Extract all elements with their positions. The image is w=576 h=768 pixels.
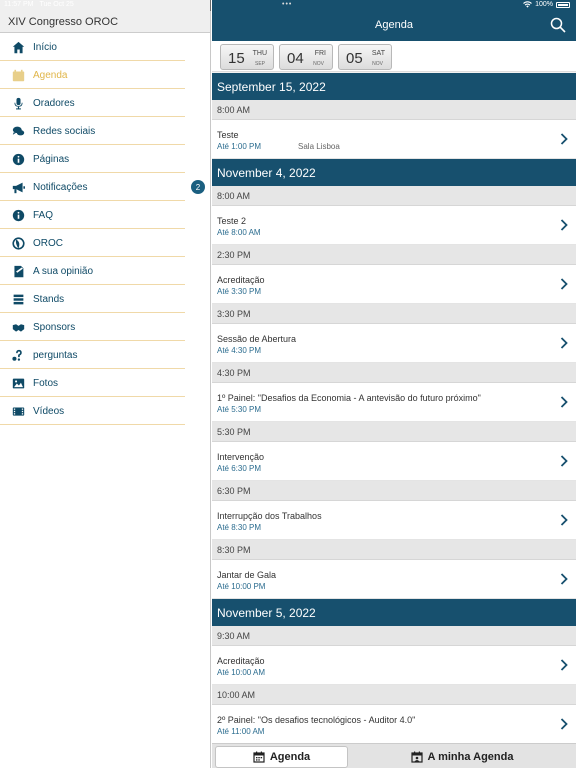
chevron-right-icon: [560, 573, 568, 585]
date-selector: [212, 41, 576, 72]
wifi-icon: [523, 1, 532, 8]
sidebar-item-label: Sponsors: [33, 321, 76, 333]
info-icon: [11, 152, 25, 166]
time-slot-header: 8:30 PM: [212, 540, 576, 560]
sidebar-item-faq[interactable]: [0, 201, 210, 229]
date-chip[interactable]: [279, 44, 333, 70]
tab-my-agenda[interactable]: [352, 746, 572, 768]
chevron-right-icon: [560, 514, 568, 526]
event-title: Acreditação: [217, 656, 265, 666]
chevron-right-icon: [560, 396, 568, 408]
chevron-right-icon: [560, 659, 568, 671]
date-day-number: 15: [228, 50, 245, 67]
battery-icon: [556, 2, 570, 8]
sidebar-item-label: Oradores: [33, 97, 75, 109]
time-slot-header: 2:30 PM: [212, 245, 576, 265]
logo-icon: [11, 236, 25, 250]
agenda-list: [212, 73, 576, 743]
time-slot-header: 4:30 PM: [212, 363, 576, 383]
sidebar-item-label: Agenda: [33, 69, 68, 81]
multitask-dots[interactable]: •••: [282, 1, 293, 8]
status-date: Tue Oct 25: [39, 1, 74, 8]
sidebar-item-sponsors[interactable]: [0, 313, 210, 341]
sidebar-item-inicio[interactable]: [0, 33, 210, 61]
sidebar-item-agenda[interactable]: [0, 61, 210, 89]
event-title: Teste: [217, 130, 239, 140]
sidebar-item-label: FAQ: [33, 209, 54, 221]
sidebar-item-fotos[interactable]: [0, 369, 210, 397]
photo-icon: [11, 376, 25, 390]
calendar-icon: [11, 68, 25, 82]
agenda-event-row[interactable]: [212, 560, 576, 599]
agenda-event-row[interactable]: [212, 120, 576, 159]
event-end-time: Até 5:30 PM: [217, 405, 262, 414]
date-weekday: THU: [252, 50, 267, 57]
time-slot-header: 8:00 AM: [212, 100, 576, 120]
sidebar-item-oroc[interactable]: [0, 229, 210, 257]
sidebar-item-perguntas[interactable]: [0, 341, 210, 369]
page-title: Agenda: [375, 19, 413, 31]
time-slot-header: 6:30 PM: [212, 481, 576, 501]
time-slot-header: 3:30 PM: [212, 304, 576, 324]
event-title: Interrupção dos Trabalhos: [217, 511, 322, 521]
sidebar-item-label: Stands: [33, 293, 65, 305]
megaphone-icon: [11, 180, 25, 194]
agenda-event-row[interactable]: [212, 646, 576, 685]
agenda-event-row[interactable]: [212, 265, 576, 304]
sidebar-item-redes-sociais[interactable]: [0, 117, 210, 145]
question-icon: [11, 348, 25, 362]
sidebar-item-notificacoes[interactable]: [0, 173, 210, 201]
date-weekday: SAT: [371, 50, 385, 57]
chat-icon: [11, 124, 25, 138]
app-title: XIV Congresso OROC: [8, 16, 119, 28]
handshake-icon: [11, 320, 25, 334]
date-day-number: 05: [346, 50, 363, 67]
feedback-icon: [11, 264, 25, 278]
chevron-right-icon: [560, 278, 568, 290]
event-end-time: Até 10:00 AM: [217, 668, 266, 677]
main-panel: [212, 0, 576, 768]
stands-icon: [11, 292, 25, 306]
sidebar-item-label: A sua opinião: [33, 265, 94, 277]
search-icon[interactable]: [550, 17, 566, 33]
calendar-icon: [253, 751, 265, 763]
sidebar-item-paginas[interactable]: [0, 145, 210, 173]
tab-agenda[interactable]: [215, 746, 348, 768]
day-section-header: November 4, 2022: [212, 159, 576, 186]
microphone-icon: [11, 96, 25, 110]
event-end-time: Até 1:00 PM: [217, 142, 262, 151]
chevron-right-icon: [560, 219, 568, 231]
day-section-header: November 5, 2022: [212, 599, 576, 626]
event-end-time: Até 3:30 PM: [217, 287, 262, 296]
event-title: 2º Painel: "Os desafios tecnológicos - Auditor 4.0": [217, 715, 416, 725]
event-title: Intervenção: [217, 452, 265, 462]
event-title: Teste 2: [217, 216, 247, 226]
date-chip[interactable]: [338, 44, 392, 70]
agenda-event-row[interactable]: [212, 442, 576, 481]
chevron-right-icon: [560, 455, 568, 467]
tab-agenda-label: Agenda: [269, 751, 311, 763]
chevron-right-icon: [560, 718, 568, 730]
event-end-time: Até 8:30 PM: [217, 523, 262, 532]
chevron-right-icon: [560, 337, 568, 349]
time-slot-header: 8:00 AM: [212, 186, 576, 206]
sidebar-item-a-sua-opiniao[interactable]: [0, 257, 210, 285]
sidebar-item-label: Notificações: [33, 181, 88, 193]
agenda-event-row[interactable]: [212, 501, 576, 540]
event-end-time: Até 8:00 AM: [217, 228, 261, 237]
agenda-event-row[interactable]: [212, 383, 576, 422]
sidebar-menu: [0, 33, 210, 425]
notification-badge: 2: [191, 180, 205, 194]
date-month: NOV: [372, 61, 383, 67]
tab-my-agenda-label: A minha Agenda: [427, 751, 514, 763]
sidebar-item-stands[interactable]: [0, 285, 210, 313]
battery-level: 100%: [535, 1, 553, 8]
event-location: Sala Lisboa: [298, 142, 340, 151]
time-slot-header: 10:00 AM: [212, 685, 576, 705]
agenda-event-row[interactable]: [212, 206, 576, 245]
status-bar: [0, 0, 576, 11]
sidebar-item-oradores[interactable]: [0, 89, 210, 117]
event-end-time: Até 6:30 PM: [217, 464, 262, 473]
user-calendar-icon: [411, 751, 423, 763]
info-icon: [11, 208, 25, 222]
sidebar-item-label: Redes sociais: [33, 125, 96, 137]
sidebar-item-videos[interactable]: [0, 397, 210, 425]
video-icon: [11, 404, 25, 418]
sidebar-item-label: Páginas: [33, 153, 70, 165]
sidebar-item-label: perguntas: [33, 349, 78, 361]
agenda-event-row[interactable]: [212, 705, 576, 743]
event-title: 1º Painel: "Desafios da Economia - A antevisão do futuro próximo": [217, 393, 481, 403]
date-chip[interactable]: [220, 44, 274, 70]
sidebar-item-label: Início: [33, 41, 57, 53]
date-month: SEP: [254, 61, 265, 67]
time-slot-header: 9:30 AM: [212, 626, 576, 646]
agenda-event-row[interactable]: [212, 324, 576, 363]
event-title: Jantar de Gala: [217, 570, 277, 580]
chevron-right-icon: [560, 133, 568, 145]
date-weekday: FRI: [314, 50, 326, 57]
status-time: 11:57 PM: [4, 1, 34, 8]
home-icon: [11, 40, 25, 54]
date-day-number: 04: [287, 50, 304, 67]
event-title: Sessão de Abertura: [217, 334, 297, 344]
date-month: NOV: [313, 61, 324, 67]
event-end-time: Até 10:00 PM: [217, 582, 266, 591]
tab-bar: [212, 743, 576, 768]
event-end-time: Até 11:00 AM: [217, 727, 265, 736]
sidebar-item-label: Vídeos: [33, 405, 65, 417]
sidebar: [0, 0, 211, 768]
time-slot-header: 5:30 PM: [212, 422, 576, 442]
day-section-header: September 15, 2022: [212, 73, 576, 100]
event-end-time: Até 4:30 PM: [217, 346, 262, 355]
sidebar-item-label: OROC: [33, 237, 63, 249]
event-title: Acreditação: [217, 275, 265, 285]
sidebar-item-label: Fotos: [33, 377, 59, 389]
